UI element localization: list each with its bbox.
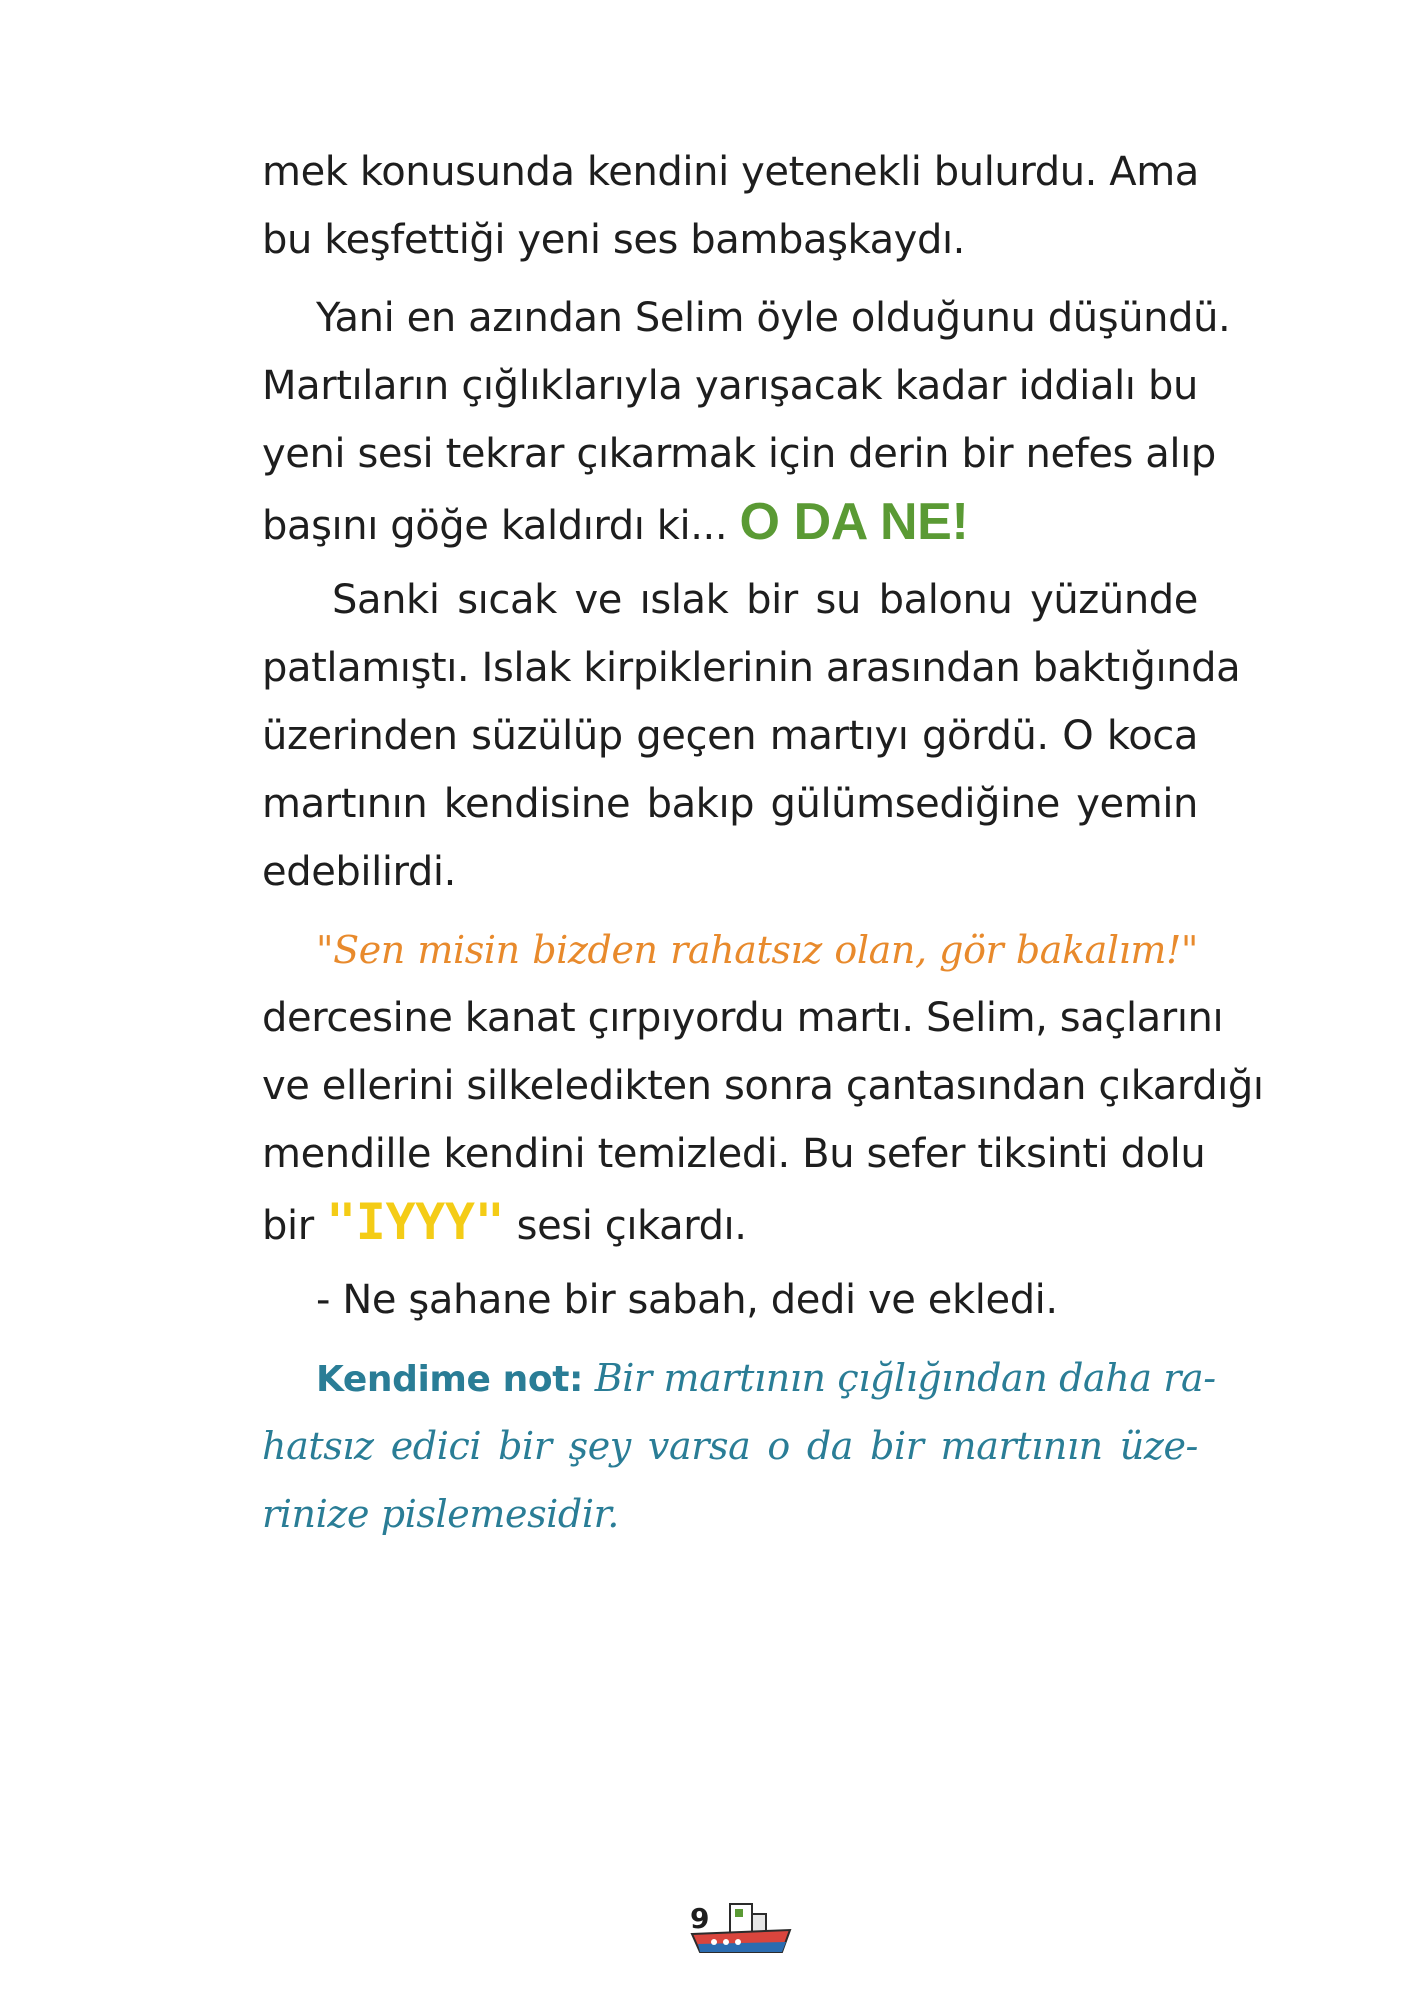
note-label: Kendime not:: [316, 1359, 584, 1400]
text-line: patlamıştı. Islak kirpiklerinin arasından baktığında: [262, 645, 1241, 691]
note-text: Bir martının çığlığından daha ra-: [594, 1356, 1216, 1400]
text-line: Martıların çığlıklarıyla yarışacak kadar iddialı bu: [262, 363, 1198, 409]
text-line: [262, 1188, 1198, 1256]
text-line: Yani en azından Selim öyle olduğunu düşündü.: [316, 295, 1231, 341]
note-line: rinize pislemesidir.: [262, 1492, 619, 1536]
note-line: [262, 1344, 1216, 1412]
text-line: mek konusunda kendini yetenekli bulurdu. Ama: [262, 149, 1199, 195]
fishing-boat-icon: [690, 1898, 800, 1968]
page-body: [262, 138, 1264, 1548]
note-line: hatsız edici bir şey varsa o da bir martının üze-: [262, 1424, 1198, 1468]
text-line: Sanki sıcak ve ıslak bir su balonu yüzünde: [332, 577, 1198, 623]
text-line: üzerinden süzülüp geçen martıyı gördü. O koca: [262, 713, 1198, 759]
seagull-speech: "Sen misin bizden rahatsız olan, gör bakalım!": [316, 928, 1198, 972]
page-number: 9: [690, 1902, 710, 1935]
exclamation-accent: O DA NE!: [739, 493, 969, 551]
iyyy-accent: "IYYY": [326, 1193, 505, 1251]
text-line: edebilirdi.: [262, 849, 456, 895]
text-fragment: başını göğe kaldırdı ki...: [262, 503, 728, 549]
text-fragment: bir: [262, 1203, 314, 1249]
text-line: martının kendisine bakıp gülümsediğine yemin: [262, 781, 1198, 827]
page-footer: [690, 1898, 800, 1968]
text-line: ve ellerini silkeledikten sonra çantasından çıkardığı: [262, 1063, 1264, 1109]
text-line: yeni sesi tekrar çıkarmak için derin bir nefes alıp: [262, 431, 1216, 477]
dialogue-line: - Ne şahane bir sabah, dedi ve ekledi.: [316, 1277, 1058, 1323]
text-line: mendille kendini temizledi. Bu sefer tiksinti dolu: [262, 1131, 1206, 1177]
text-line: [262, 488, 1198, 556]
text-line: dercesine kanat çırpıyordu martı. Selim, saçlarını: [262, 995, 1224, 1041]
text-fragment: sesi çıkardı.: [516, 1203, 747, 1249]
text-line: bu keşfettiği yeni ses bambaşkaydı.: [262, 217, 965, 263]
